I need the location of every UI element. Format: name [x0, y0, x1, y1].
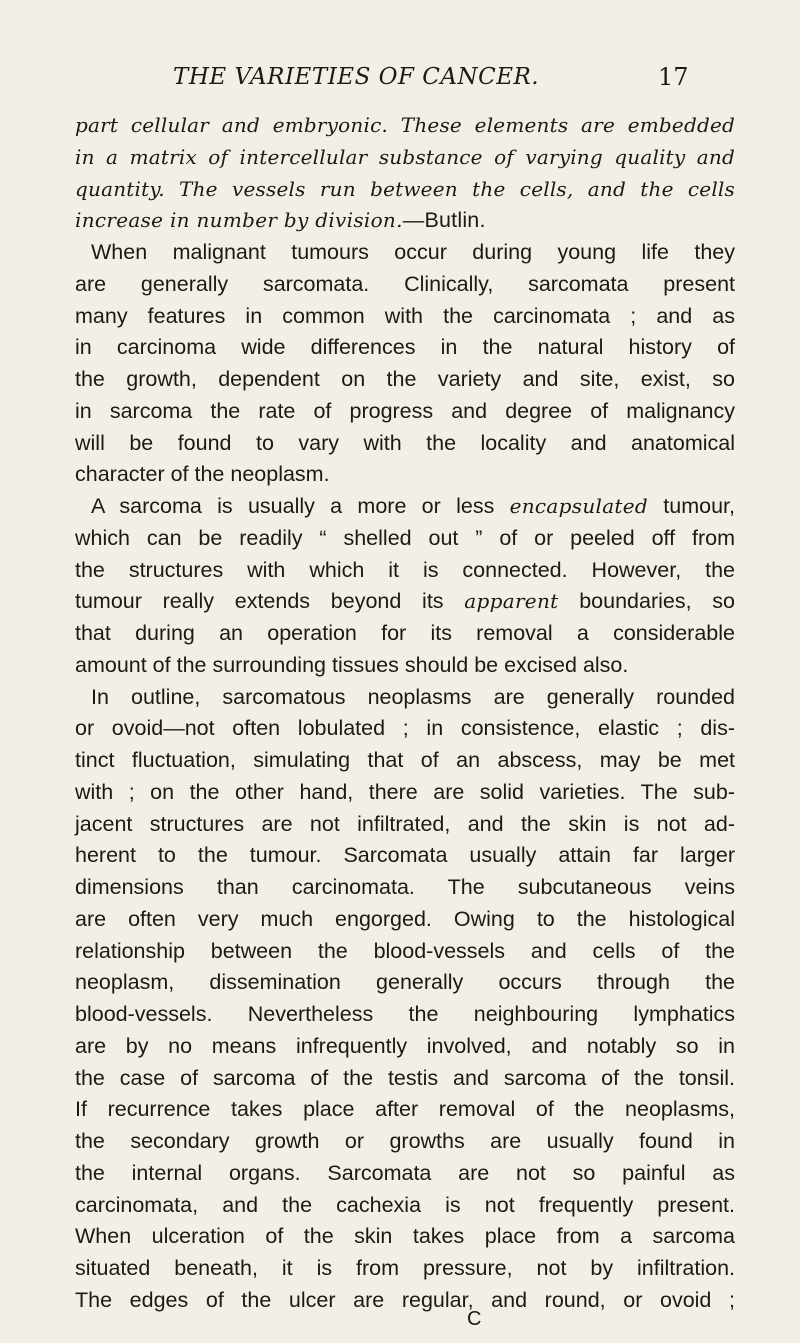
text-line: neoplasm, dissemination generally occurs through the: [75, 970, 735, 995]
quote-line: in a matrix of intercellular substance of varying quality and: [75, 144, 735, 169]
text-line: herent to the tumour. Sarcomata usually attain far larger: [75, 843, 735, 868]
quote-line: quantity. The vessels run between the cells, and the cells: [75, 176, 735, 201]
text-run: A sarcoma is usually a more or less: [91, 494, 510, 518]
running-title: THE VARIETIES OF CANCER.: [173, 64, 540, 90]
text-line: the internal organs. Sarcomata are not so painful as: [75, 1160, 735, 1185]
text-line: situated beneath, it is from pressure, not by infiltration.: [75, 1256, 735, 1280]
text-line: with ; on the other hand, there are solid varieties. The sub-: [75, 779, 735, 804]
quote-line: part cellular and embryonic. These elements are embedded: [75, 113, 735, 137]
text-line: the structures with which it is connected. However, the: [75, 557, 735, 582]
text-line: are often very much engorged. Owing to the histological: [75, 906, 735, 931]
text-line: the secondary growth or growths are usually found in: [75, 1129, 735, 1153]
text-line: tinct fluctuation, simulating that of an abscess, may be met: [75, 748, 735, 772]
quote-line: increase in number by division.: [75, 208, 403, 233]
text-run: tumour really extends beyond its: [75, 589, 465, 614]
text-line: many features in common with the carcinomata ; and as: [75, 303, 735, 328]
text-line: If recurrence takes place after removal of the neoplasms,: [75, 1097, 735, 1122]
text-line: which can be readily “ shelled out ” of or peeled off from: [75, 525, 735, 550]
text-line: the growth, dependent on the variety and site, exist, so: [75, 367, 735, 391]
text-run: boundaries, so: [558, 589, 736, 614]
emphasis: encapsulated: [509, 494, 648, 518]
text-line: amount of the surrounding tissues should be excised also.: [75, 652, 629, 677]
page-number: 17: [658, 63, 689, 91]
body-text: [75, 110, 735, 1317]
text-run: tumour,: [648, 494, 735, 518]
text-line: will be found to vary with the locality and anatomical: [75, 430, 735, 455]
text-line: character of the neoplasm.: [75, 462, 330, 487]
text-line: or ovoid—not often lobulated ; in consistence, elastic ; dis-: [75, 716, 735, 741]
text-line: the case of sarcoma of the testis and sarcoma of the tonsil.: [75, 1065, 735, 1090]
text-line: that during an operation for its removal a considerable: [75, 621, 735, 645]
quote-attribution: —Butlin.: [402, 208, 486, 233]
text-line: in carcinoma wide differences in the natural history of: [75, 335, 735, 360]
text-line: In outline, sarcomatous neoplasms are generally rounded: [91, 684, 735, 709]
text-line: blood-vessels. Nevertheless the neighbouring lymphatics: [75, 1002, 735, 1026]
text-line: relationship between the blood-vessels and cells of the: [75, 938, 735, 963]
emphasis: apparent: [464, 589, 559, 614]
text-line: dimensions than carcinomata. The subcutaneous veins: [75, 875, 735, 899]
quoted-passage: [75, 110, 735, 237]
quote-last-line: [75, 205, 735, 237]
text-line: are generally sarcomata. Clinically, sarcomata present: [75, 271, 735, 296]
signature-mark: C: [467, 1308, 482, 1330]
text-line: [75, 491, 735, 523]
text-line: are by no means infrequently involved, and notably so in: [75, 1033, 735, 1058]
paragraph: [75, 237, 735, 491]
text-line: When malignant tumours occur during young life they: [91, 240, 735, 264]
text-line: jacent structures are not infiltrated, and the skin is not ad-: [75, 811, 735, 836]
text-line: [75, 586, 735, 618]
text-line: When ulceration of the skin takes place from a sarcoma: [75, 1224, 735, 1249]
paragraph: [75, 682, 735, 1317]
text-line: carcinomata, and the cachexia is not frequently present.: [75, 1192, 735, 1217]
text-line: in sarcoma the rate of progress and degree of malignancy: [75, 398, 735, 423]
paragraph: [75, 491, 735, 682]
text-line: The edges of the ulcer are regular, and round, or ovoid ;: [75, 1287, 735, 1312]
